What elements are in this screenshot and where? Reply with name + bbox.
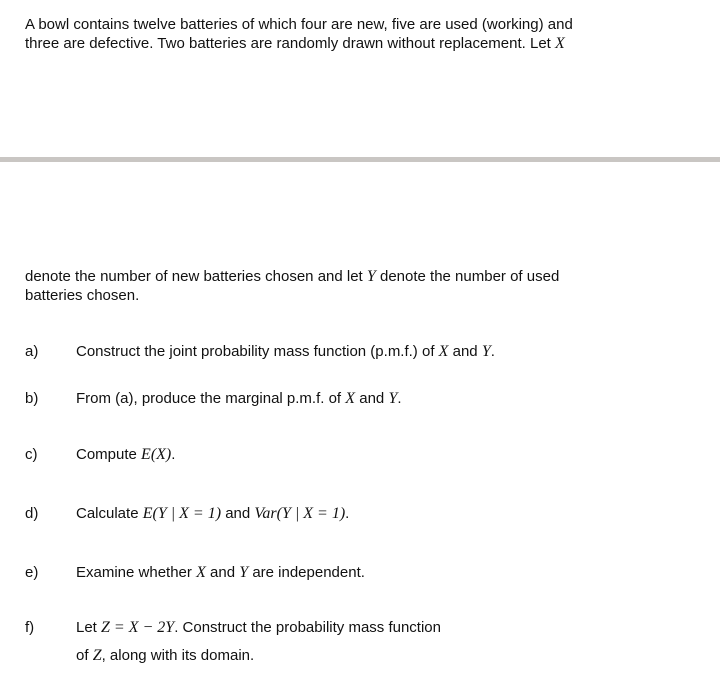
variable-x: X bbox=[196, 564, 206, 581]
question-label: b) bbox=[25, 390, 39, 407]
question-c-text: Compute bbox=[76, 446, 137, 463]
variable-y: Y bbox=[366, 268, 376, 285]
conditional-expectation-expression: E(Y | X = 1) bbox=[142, 505, 222, 522]
variable-x: X bbox=[345, 390, 356, 407]
question-text bbox=[76, 504, 676, 523]
question-f-text: Let bbox=[76, 619, 97, 636]
variable-x: X bbox=[438, 343, 449, 360]
question-text bbox=[76, 618, 676, 637]
question-label: d) bbox=[25, 505, 39, 522]
intro-line-1: A bowl contains twelve batteries of which four are new, five are used (working) and bbox=[25, 16, 573, 33]
variable-y: Y bbox=[239, 564, 249, 581]
intro-line-2: three are defective. Two batteries are randomly drawn without replacement. Let bbox=[25, 35, 551, 52]
question-text bbox=[76, 389, 676, 408]
variable-y: Y bbox=[388, 390, 398, 407]
variable-x: X bbox=[555, 35, 565, 52]
continuation-paragraph bbox=[25, 267, 685, 305]
question-label: c) bbox=[25, 446, 38, 463]
conditional-variance-expression: Var(Y | X = 1) bbox=[254, 505, 346, 522]
question-label: f) bbox=[25, 619, 35, 636]
question-text bbox=[76, 563, 676, 582]
question-e-text-end: are independent. bbox=[252, 564, 365, 581]
question-text bbox=[76, 342, 676, 361]
conjunction: and bbox=[452, 343, 478, 360]
conjunction: and bbox=[359, 390, 385, 407]
question-f-line-2b: , along with its domain. bbox=[101, 647, 255, 664]
question-label: e) bbox=[25, 564, 39, 581]
conjunction: and bbox=[225, 505, 251, 522]
question-e-text: Examine whether bbox=[76, 564, 192, 581]
period: . bbox=[490, 343, 495, 360]
intro-paragraph bbox=[25, 15, 685, 53]
question-f-text-end: . Construct the probability mass function bbox=[174, 619, 441, 636]
expectation-expression: E(X) bbox=[141, 446, 172, 463]
variable-y: Y bbox=[481, 343, 491, 360]
continuation-line-2: batteries chosen. bbox=[25, 287, 140, 304]
period: . bbox=[397, 390, 402, 407]
question-d-text: Calculate bbox=[76, 505, 139, 522]
continuation-line-1a: denote the number of new batteries chosen and let bbox=[25, 268, 363, 285]
question-label: a) bbox=[25, 343, 39, 360]
question-f-line-2a: of bbox=[76, 647, 89, 664]
question-text bbox=[76, 445, 676, 464]
period: . bbox=[171, 446, 176, 463]
z-definition-expression: Z = X − 2Y bbox=[101, 619, 175, 636]
continuation-line-1b: denote the number of used bbox=[379, 268, 560, 285]
conjunction: and bbox=[210, 564, 236, 581]
question-text-line-2 bbox=[76, 646, 676, 665]
page-divider bbox=[0, 157, 720, 162]
question-b-text: From (a), produce the marginal p.m.f. of bbox=[76, 390, 342, 407]
question-a-text: Construct the joint probability mass function (p.m.f.) of bbox=[76, 343, 435, 360]
period: . bbox=[345, 505, 350, 522]
variable-z: Z bbox=[92, 647, 102, 664]
